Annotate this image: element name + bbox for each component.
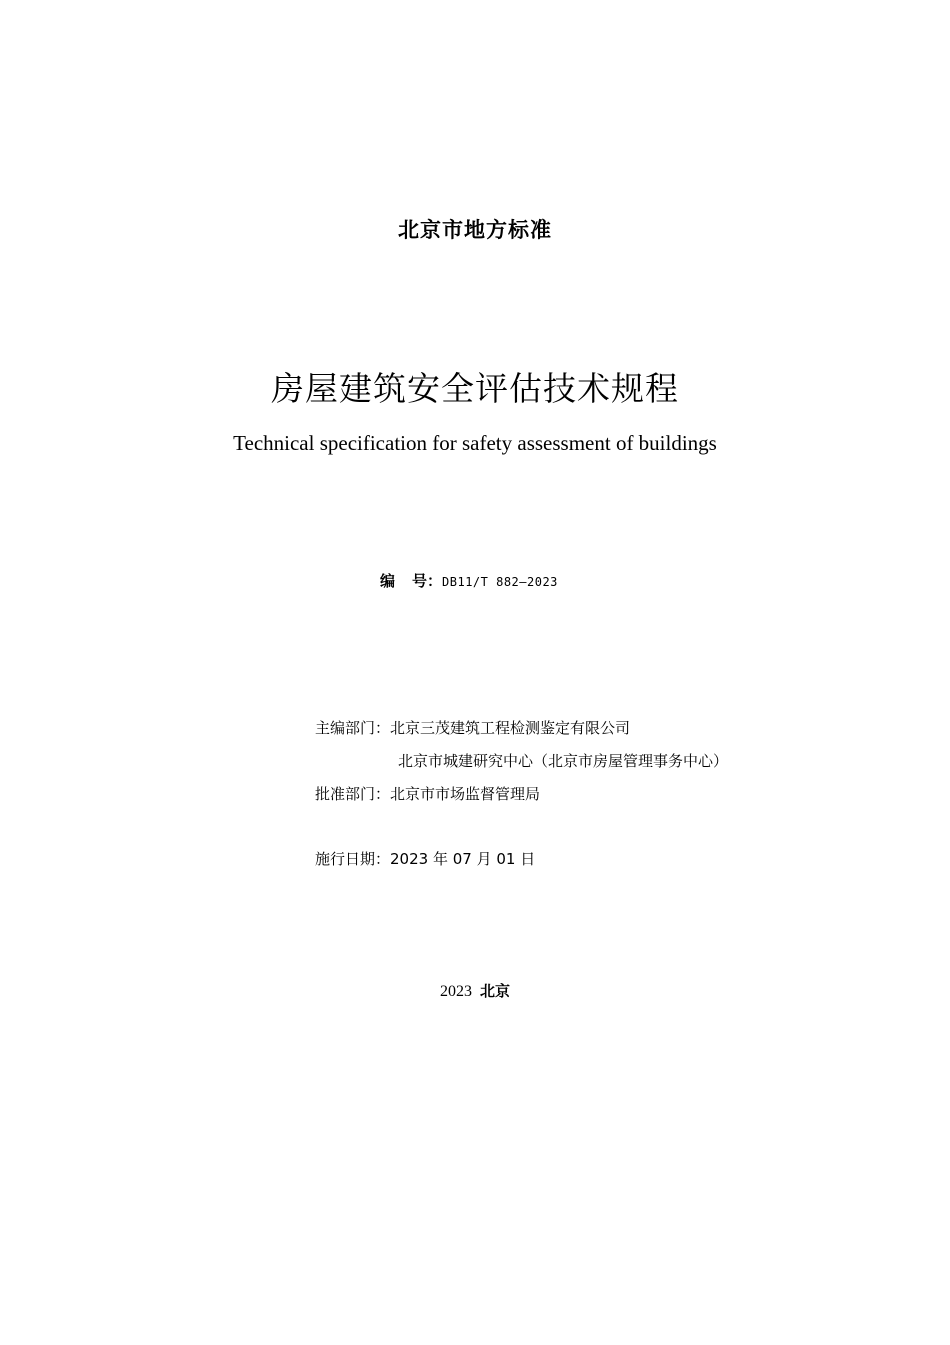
chief-editor-label: 主编部门： — [315, 719, 391, 737]
effective-date-value: 2023 年 07 月 01 日 — [390, 850, 536, 868]
document-title-english: Technical specification for safety assessment of buildings — [233, 431, 717, 455]
standard-code-label: 编 号： — [380, 572, 443, 590]
publication-footer — [0, 980, 950, 1001]
chief-editor-row — [315, 717, 630, 738]
chief-editor-secondary-row — [398, 750, 728, 771]
approver-value: 北京市市场监督管理局 — [390, 785, 541, 803]
publication-year: 2023 — [439, 983, 472, 1000]
publication-city: 北京 — [479, 982, 510, 1000]
effective-date-row — [315, 848, 535, 869]
effective-date-label: 施行日期： — [315, 850, 391, 868]
standard-code-row — [380, 570, 558, 591]
approver-row — [315, 783, 540, 804]
chief-editor-primary: 北京三茂建筑工程检测鉴定有限公司 — [390, 719, 631, 737]
document-title-chinese: 房屋建筑安全评估技术规程 — [271, 369, 679, 408]
standard-type-heading: 北京市地方标准 — [398, 218, 552, 242]
standard-code-value: DB11/T 882—2023 — [442, 575, 558, 589]
approver-label: 批准部门： — [315, 785, 391, 803]
chief-editor-secondary: 北京市城建研究中心（北京市房屋管理事务中心） — [398, 752, 729, 770]
